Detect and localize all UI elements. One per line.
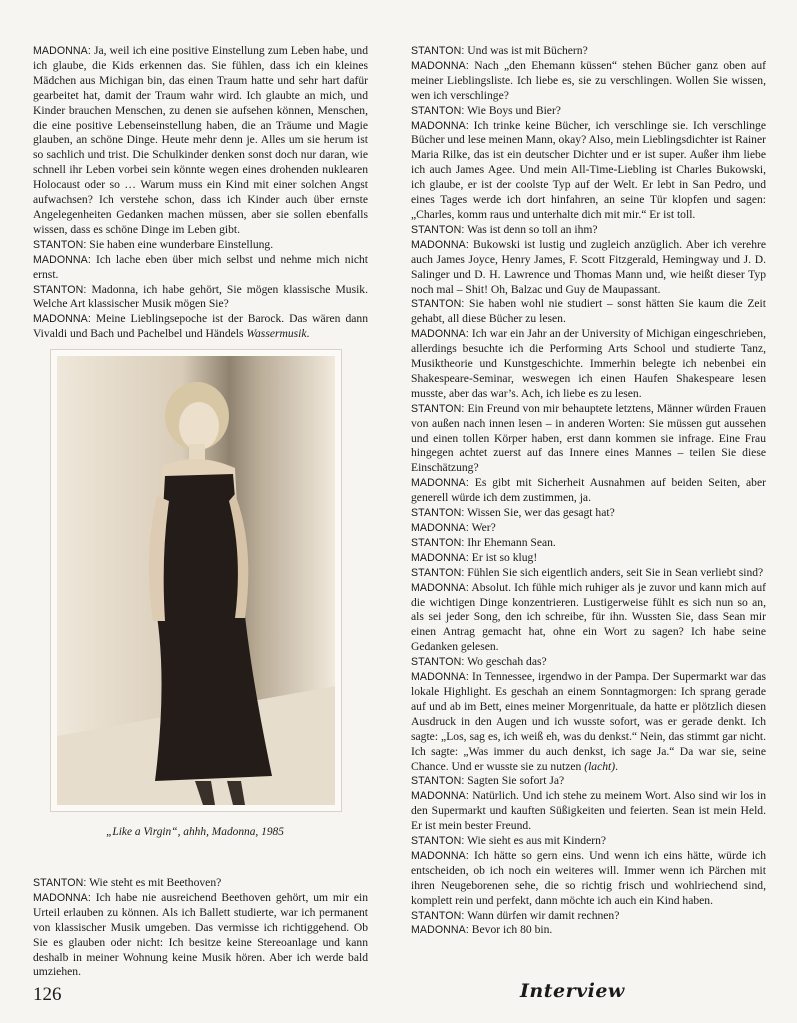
speaker-label: STANTON: <box>33 283 87 296</box>
paragraph <box>411 581 766 656</box>
paragraph <box>33 238 368 253</box>
paragraph-text: Bukowski ist lustig und zugleich anzüglich. Aber ich verehre auch James Joyce, Henry James, F. Scott Fitzgerald, Hemingway und J. D. Salinger und D. H. Lawrence und Thomas Mann und, wie heißt dieser Typ noch mal – Shit! Oh, Balzac und Guy de Maupassant. <box>411 237 766 296</box>
interview-logo: Interview <box>520 980 625 1002</box>
paragraph <box>411 521 766 536</box>
madonna-photo <box>57 356 335 805</box>
left-column <box>33 44 368 342</box>
paragraph <box>411 238 766 298</box>
paragraph-text: Er ist so klug! <box>468 550 538 564</box>
paragraph-text: Fühlen Sie sich eigentlich anders, seit Sie in Sean verliebt sind? <box>464 565 764 579</box>
speaker-label: MADONNA: <box>33 253 91 266</box>
paragraph <box>411 119 766 223</box>
paragraph-text: Wissen Sie, wer das gesagt hat? <box>464 506 615 520</box>
speaker-label: STANTON: <box>411 656 465 669</box>
paragraph-text: Wie sieht es aus mit Kindern? <box>464 834 607 848</box>
punctuation: . <box>615 759 619 773</box>
left-column-bottom <box>33 876 368 980</box>
paragraph <box>411 655 766 670</box>
paragraph <box>411 59 766 104</box>
paragraph-text: Ich lache eben über mich selbst und nehme mich nicht ernst. <box>33 252 368 281</box>
speaker-label: STANTON: <box>411 775 465 788</box>
paragraph-text: Sie haben wohl nie studiert – sonst hätten Sie kaum die Zeit gehabt, all diese Bücher zu lesen. <box>411 297 766 326</box>
speaker-label: STANTON: <box>411 298 465 311</box>
speaker-label: MADONNA: <box>411 551 469 564</box>
paragraph-text: Ich trinke keine Bücher, ich verschlinge sie. Ich verschlinge Bücher und lese meinen Mann, okay? Also, mein Lieblingsdichter ist Rainer Maria Rilke, das ist ein deutscher Dichter und er ist super. Außer ihm liebe ich auch James Agee. Und mein All-Time-Liebling ist Charles Bukowski, ich glaube, er ist der coolste Typ auf der Welt. Er lebt in San Pedro, und eines Tages werde ich dort hinfahren, an seine Tür klopfen und sagen: „Charles, komm raus und unterhalte dich mit mir.“ Er ist toll. <box>411 118 766 221</box>
paragraph-text: Wie steht es mit Beethoven? <box>86 876 222 889</box>
speaker-label: STANTON: <box>411 507 465 520</box>
paragraph-text: Wann dürfen wir damit rechnen? <box>464 908 620 922</box>
paragraph <box>411 849 766 909</box>
photo-frame <box>50 349 342 812</box>
paragraph <box>411 909 766 924</box>
punctuation: . <box>306 327 310 341</box>
right-column <box>411 44 766 938</box>
speaker-label: STANTON: <box>411 104 465 117</box>
italic-aside: (lacht) <box>584 759 616 773</box>
speaker-label: STANTON: <box>33 877 87 889</box>
speaker-label: MADONNA: <box>33 891 91 904</box>
paragraph-text: Wer? <box>468 521 496 534</box>
paragraph-text: Ich war ein Jahr an der University of Michigan eingeschrieben, allerdings besuchte ich die Performing Arts School und studierte Tanz, Musiktheorie und Kunstgeschichte. Immerhin belegte ich nebenbei ein Shakespeare-Seminar, weswegen ich einen Haufen Shakespeare lesen musste, aber das war’s. Ach, ich liebe es zu lesen. <box>411 327 766 400</box>
paragraph <box>33 44 368 238</box>
speaker-label: STANTON: <box>411 223 465 236</box>
page-number: 126 <box>33 984 62 1005</box>
paragraph <box>411 476 766 506</box>
paragraph-text: Ja, weil ich eine positive Einstellung zum Leben habe, und ich glaube, die Kids erkennen das. Sie fühlen, dass ich ein kleines Mädchen aus Michigan bin, das einen Traum hatte und sehr hart dafür gearbeitet hat, damit der Traum wahr wird. Ich glaubte an mich, und Kinder brauchen Menschen, zu denen sie aufsehen können, Menschen, die eine positive Lebenseinstellung haben, die an Träume und Magie glauben, an schöne Dinge. Heute mehr denn je. Alles um sie herum ist so sachlich und trist. Die Schulkinder denken sonst doch nur daran, wie schnell ihr Leben vorbei sein könnte wegen eines drohenden nuklearen Holocaust oder so … Warum muss ein Kind mit einer solchen Angst aufwachsen? Ich verstehe schon, dass ich Kinder auch über ernste Angelegenheiten Gedanken machen müssen, aber sie sollen ebenfalls wissen, dass es schöne Dinge im Leben gibt. <box>33 44 368 236</box>
paragraph-text: Es gibt mit Sicherheit Ausnahmen auf beiden Seiten, aber generell würde ich dem zustimmen, ja. <box>411 476 766 505</box>
speaker-label: STANTON: <box>411 402 465 415</box>
speaker-label: STANTON: <box>411 909 465 922</box>
paragraph <box>33 876 368 891</box>
paragraph <box>411 551 766 566</box>
paragraph-text: Bevor ich 80 bin. <box>468 923 553 937</box>
paragraph <box>411 923 766 938</box>
speaker-label: MADONNA: <box>411 59 469 72</box>
paragraph-text: Ich habe nie ausreichend Beethoven gehört, um mir ein Urteil erlauben zu können. Als ich Ballett studierte, war ich permanent von klassischer Musik umgeben. Das vermisse ich richtiggehend. Ob Sie es glauben oder nicht: Ich besitze keine Stereoanlage und kann deshalb in meiner Wohnung keine Musik hören. Aber ich werde bald umziehen. <box>33 890 368 979</box>
speaker-label: STANTON: <box>411 566 465 579</box>
paragraph <box>411 774 766 789</box>
speaker-label: STANTON: <box>411 45 465 57</box>
paragraph-text: Sie haben eine wunderbare Einstellung. <box>86 237 274 251</box>
paragraph-text: Meine Lieblingsepoche ist der Barock. Das wären dann Vivaldi und Bach und Pachelbel und Händels <box>33 312 368 341</box>
paragraph <box>411 327 766 402</box>
paragraph <box>411 44 766 59</box>
paragraph-text: Natürlich. Und ich stehe zu meinem Wort. Also sind wir los in den Supermarkt und kauften Süßigkeiten und feierten. Sean ist mein Held. Er ist mein bester Freund. <box>411 789 766 833</box>
paragraph-text: Ich hätte so gern eins. Und wenn ich eins hätte, würde ich entscheiden, ob ich noch ein weiteres will. Immer wenn ich Pärchen mit ihren Neugeborenen sehe, die so richtig frisch und wohlriechend sind, komplett rein und perfekt, dann möchte ich auch ein Kind haben. <box>411 848 766 907</box>
paragraph-text: Absolut. Ich fühle mich ruhiger als je zuvor und kann mich auf die wichtigen Dinge konzentrieren. Lustigerweise fühlt es sich nun so an, als sei jeder Song, den ich schreibe, für ihn. Wussten Sie, dass Sean mir einen Antrag gemacht hat, ohne ein Wort zu sagen? Ich habe seine Gedanken gelesen. <box>411 580 766 654</box>
speaker-label: MADONNA: <box>411 477 469 490</box>
speaker-label: MADONNA: <box>411 671 469 684</box>
speaker-label: MADONNA: <box>411 849 469 862</box>
paragraph-text: Sagten Sie sofort Ja? <box>464 774 565 788</box>
paragraph <box>411 104 766 119</box>
paragraph-text: Ihr Ehemann Sean. <box>464 535 556 549</box>
speaker-label: MADONNA: <box>411 790 469 803</box>
paragraph <box>411 506 766 521</box>
paragraph-text: Wo geschah das? <box>464 655 547 669</box>
speaker-label: MADONNA: <box>411 581 469 594</box>
speaker-label: STANTON: <box>411 536 465 549</box>
speaker-label: MADONNA: <box>411 119 469 132</box>
paragraph-text: Wie Boys und Bier? <box>464 103 561 117</box>
paragraph <box>411 834 766 849</box>
paragraph <box>411 789 766 834</box>
speaker-label: MADONNA: <box>33 313 91 326</box>
paragraph <box>33 283 368 313</box>
paragraph <box>33 253 368 283</box>
paragraph <box>411 536 766 551</box>
paragraph <box>33 891 368 980</box>
speaker-label: STANTON: <box>411 835 465 848</box>
paragraph <box>411 223 766 238</box>
italic-title: Wassermusik <box>246 327 307 341</box>
photo-caption: „Like a Virgin“, ahhh, Madonna, 1985 <box>106 826 284 838</box>
paragraph-text: Madonna, ich habe gehört, Sie mögen klassische Musik. Welche Art klassischer Musik mögen Sie? <box>33 282 368 311</box>
speaker-label: MADONNA: <box>411 238 469 251</box>
speaker-label: STANTON: <box>33 238 87 251</box>
paragraph-text: Ein Freund von mir behauptete letztens, Männer würden Frauen von außen nach innen lesen – in anderen Worten: Sie müssen gut aussehen und einen tollen Körper haben, erst dann kommen sie infrage. Eine Frau hingegen achtet zuerst auf das Innere eines Mannes – teilen Sie diese Einschätzung? <box>411 401 766 475</box>
speaker-label: MADONNA: <box>33 45 91 57</box>
photo-illustration <box>57 356 335 805</box>
paragraph <box>33 312 368 342</box>
speaker-label: MADONNA: <box>411 924 469 937</box>
paragraph-text: Was ist denn so toll an ihm? <box>464 222 598 236</box>
paragraph-text: Nach „den Ehemann küssen“ stehen Bücher ganz oben auf meiner Lieblingsliste. Ich liebe es, sie zu verschlingen. Wollen Sie wissen, wen ich verschlinge? <box>411 58 766 102</box>
paragraph <box>411 566 766 581</box>
speaker-label: MADONNA: <box>411 522 469 534</box>
paragraph-text: In Tennessee, irgendwo in der Pampa. Der Supermarkt war das lokale Highlight. Es geschah an einem Sonntagmorgen: Ich sprang gerade auf und ab im Bett, eines meiner Morgenrituale, da hatte er plötzlich diesen Ausdruck in den Augen und ich wusste sofort, was er gerade denkt. Ich sagte: „Los, sag es, ich weiß eh, was du denkst.“ Nein, das stimmt gar nicht. Ich sagte: „Was immer du auch denkst, ich sage Ja.“ Da war sie, seine Chance. Und er wusste sie zu nutzen <box>411 670 766 773</box>
paragraph-text: Und was ist mit Büchern? <box>464 44 588 57</box>
paragraph <box>411 670 766 774</box>
paragraph <box>411 297 766 327</box>
speaker-label: MADONNA: <box>411 328 469 341</box>
paragraph <box>411 402 766 477</box>
